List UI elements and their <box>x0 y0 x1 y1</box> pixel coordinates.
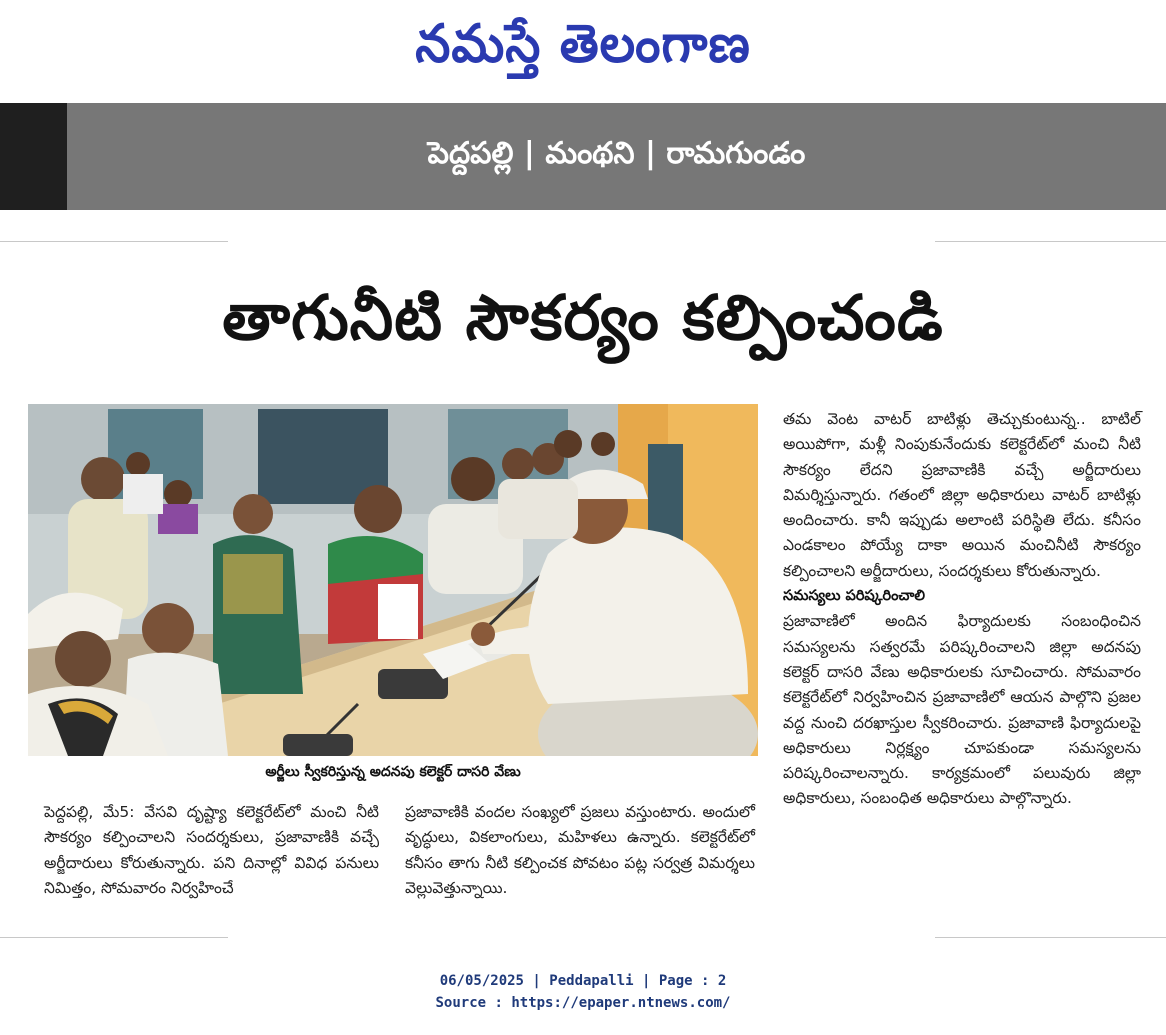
article-column-2 <box>405 800 755 901</box>
column-3-subheading: సమస్యలు పరిష్కరించాలి <box>783 588 926 605</box>
column-3-paragraph-1: తమ వెంట వాటర్ బాటిళ్లు తెచ్చుకుంటున్న.. బాటిల్ అయిపోగా, మళ్లీ నింపుకునేందుకు కలెక్టరేట్‌లో మంచి నీటి సౌకర్యం లేదని ప్రజావాణికి వచ్చే అర్జీదారులు విమర్శిస్తున్నారు. గతంలో జిల్లా అధికారులు వాటర్ బాటిళ్లు అందించారు. కానీ ఇప్పుడు అలాంటి పరిస్థితి లేదు. కనీసం ఎండకాలం పోయ్యే దాకా అయిన మంచినీటి సౌకర్యం కల్పించాలని అర్జీదారులు, సందర్శకులు కోరుతున్నారు. <box>783 410 1141 580</box>
divider-left <box>0 241 228 242</box>
footer-date-page: 06/05/2025 | Peddapalli | Page : 2 <box>439 973 727 989</box>
article-column-3 <box>783 407 1141 812</box>
newspaper-logo: నమస్తే తెలంగాణ <box>415 12 751 74</box>
band-dark-block <box>0 103 67 210</box>
article-headline: తాగునీటి సౌకర్యం కల్పించండి <box>222 281 944 354</box>
footer-source: Source : https://epaper.ntnews.com/ <box>435 995 731 1011</box>
column-3-paragraph-2: ప్రజావాణిలో అందిన ఫిర్యాదులకు సంబంధించిన సమస్యలను సత్వరమే పరిష్కరించాలని జిల్లా అదనపు కలెక్టర్ దాసరి వేణు అధికారులకు సూచించారు. సోమవారం కలెక్టరేట్‌లో నిర్వహించిన ప్రజావాణిలో ఆయన పాల్గొని ప్రజల వద్ద నుంచి దరఖాస్తుల స్వీకరించారు. ప్రజావాణి ఫిర్యాదులపై అధికారులు నిర్లక్ష్యం చూపకుండా సమస్యలను పరిష్కరించాలన్నారు. కార్యక్రమంలో పలువురు జిల్లా అధికారులు, సంబంధిత అధికారులు పాల్గొన్నారు. <box>783 612 1141 808</box>
column-2-text: ప్రజావాణికి వందల సంఖ్యలో ప్రజలు వస్తుంటారు. అందులో వృద్ధులు, వికలాంగులు, మహిళలు ఉన్నారు. కలెక్టరేట్‌లో కనీసం తాగు నీటి కల్పించక పోవటం పట్ల సర్వత్ర విమర్శలు వెల్లువెత్తున్నాయి. <box>405 803 755 897</box>
article-column-1 <box>44 800 379 901</box>
edition-names: పెద్దపల్లి | మంథని | రామగుండం <box>427 135 806 171</box>
photo-caption: అర్జీలు స్వీకరిస్తున్న అదనపు కలెక్టర్ దాసరి వేణు <box>265 763 521 780</box>
edition-band <box>0 103 1166 210</box>
column-1-text: పెద్దపల్లి, మే5: వేసవి దృష్ట్యా కలెక్టరేట్‌లో మంచి నీటి సౌకర్యం కల్పించాలని సందర్శకులు, ప్రజావాణికి వచ్చే అర్జీదారులు కోరుతున్నారు. పని దినాల్లో వివిధ పనులు నిమిత్తం, సోమవారం నిర్వహించే <box>44 803 379 897</box>
masthead <box>0 0 1166 100</box>
photo-illustration <box>28 404 758 756</box>
article-photo <box>28 404 758 756</box>
divider-bottom-right <box>935 937 1166 938</box>
divider-bottom-left <box>0 937 228 938</box>
divider-right <box>935 241 1166 242</box>
